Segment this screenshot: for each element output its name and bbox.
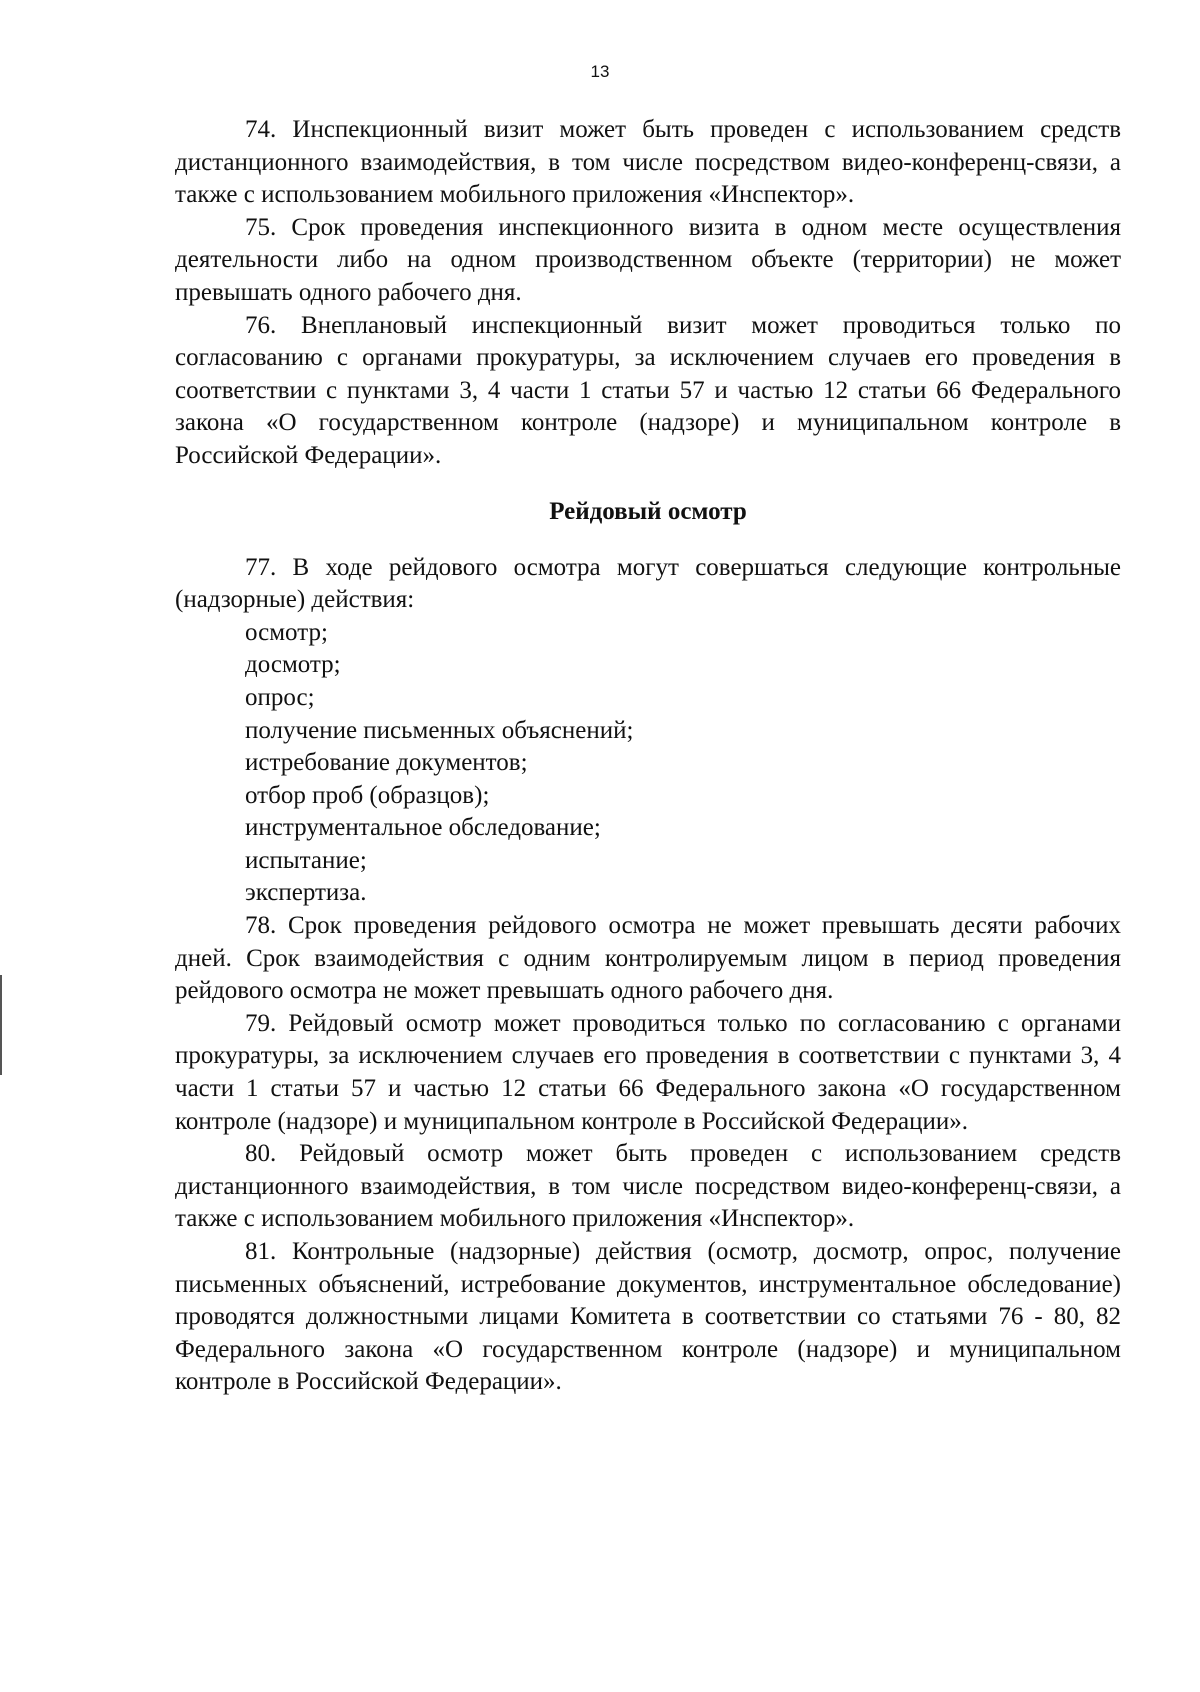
list-item: истребование документов; — [245, 749, 528, 777]
list-item: экспертиза. — [245, 879, 367, 907]
actions-list — [175, 617, 1121, 910]
paragraph-79: 79. Рейдовый осмотр может проводиться только по согласованию с органами прокуратуры, за исключением случаев его проведения в соответствии с пунктами 3, 4 части 1 статьи 57 и частью 12 статьи 66 Федерального закона «О государственном контроле (надзоре) и муниципальном контроле в Российской Федерации». — [175, 1009, 1121, 1135]
list-item: испытание; — [245, 846, 367, 874]
paragraph-78: 78. Срок проведения рейдового осмотра не может превышать десяти рабочих дней. Срок взаимодействия с одним контролируемым лицом в период проведения рейдового осмотра не может превышать одного рабочего дня. — [175, 912, 1121, 1005]
page-number: 13 — [590, 62, 610, 81]
list-item: отбор проб (образцов); — [245, 781, 490, 809]
list-item: инструментальное обследование; — [245, 814, 601, 842]
paragraph-75: 75. Срок проведения инспекционного визита в одном месте осуществления деятельности либо на одном производственном объекте (территории) не может превышать одного рабочего дня. — [175, 213, 1121, 306]
scan-edge-mark — [0, 975, 2, 1075]
paragraph-76: 76. Внеплановый инспекционный визит может проводиться только по согласованию с органами прокуратуры, за исключением случаев его проведения в соответствии с пунктами 3, 4 части 1 статьи 57 и частью 12 статьи 66 Федерального закона «О государственном контроле (надзоре) и муниципальном контроле в Российской Федерации». — [175, 311, 1121, 469]
section-heading: Рейдовый осмотр — [549, 497, 747, 525]
paragraph-81: 81. Контрольные (надзорные) действия (осмотр, досмотр, опрос, получение письменных объяснений, истребование документов, инструментальное обследование) проводятся должностными лицами Комитета в соответствии со статьями 76 - 80, 82 Федерального закона «О государственном контроле (надзоре) и муниципальном контроле в Российской Федерации». — [175, 1238, 1121, 1396]
list-item: досмотр; — [245, 651, 341, 679]
paragraph-80: 80. Рейдовый осмотр может быть проведен с использованием средств дистанционного взаимодействия, в том числе посредством видео-конференц-связи, а также с использованием мобильного приложения «Инспектор». — [175, 1140, 1121, 1233]
list-item: опрос; — [245, 683, 315, 711]
list-item: осмотр; — [245, 618, 328, 646]
document-body — [175, 114, 1121, 1399]
list-item: получение письменных объяснений; — [245, 716, 634, 744]
paragraph-74: 74. Инспекционный визит может быть проведен с использованием средств дистанционного взаимодействия, в том числе посредством видео-конференц-связи, а также с использованием мобильного приложения «Инспектор». — [175, 116, 1121, 209]
paragraph-77-intro: 77. В ходе рейдового осмотра могут совершаться следующие контрольные (надзорные) действия: — [175, 553, 1121, 614]
